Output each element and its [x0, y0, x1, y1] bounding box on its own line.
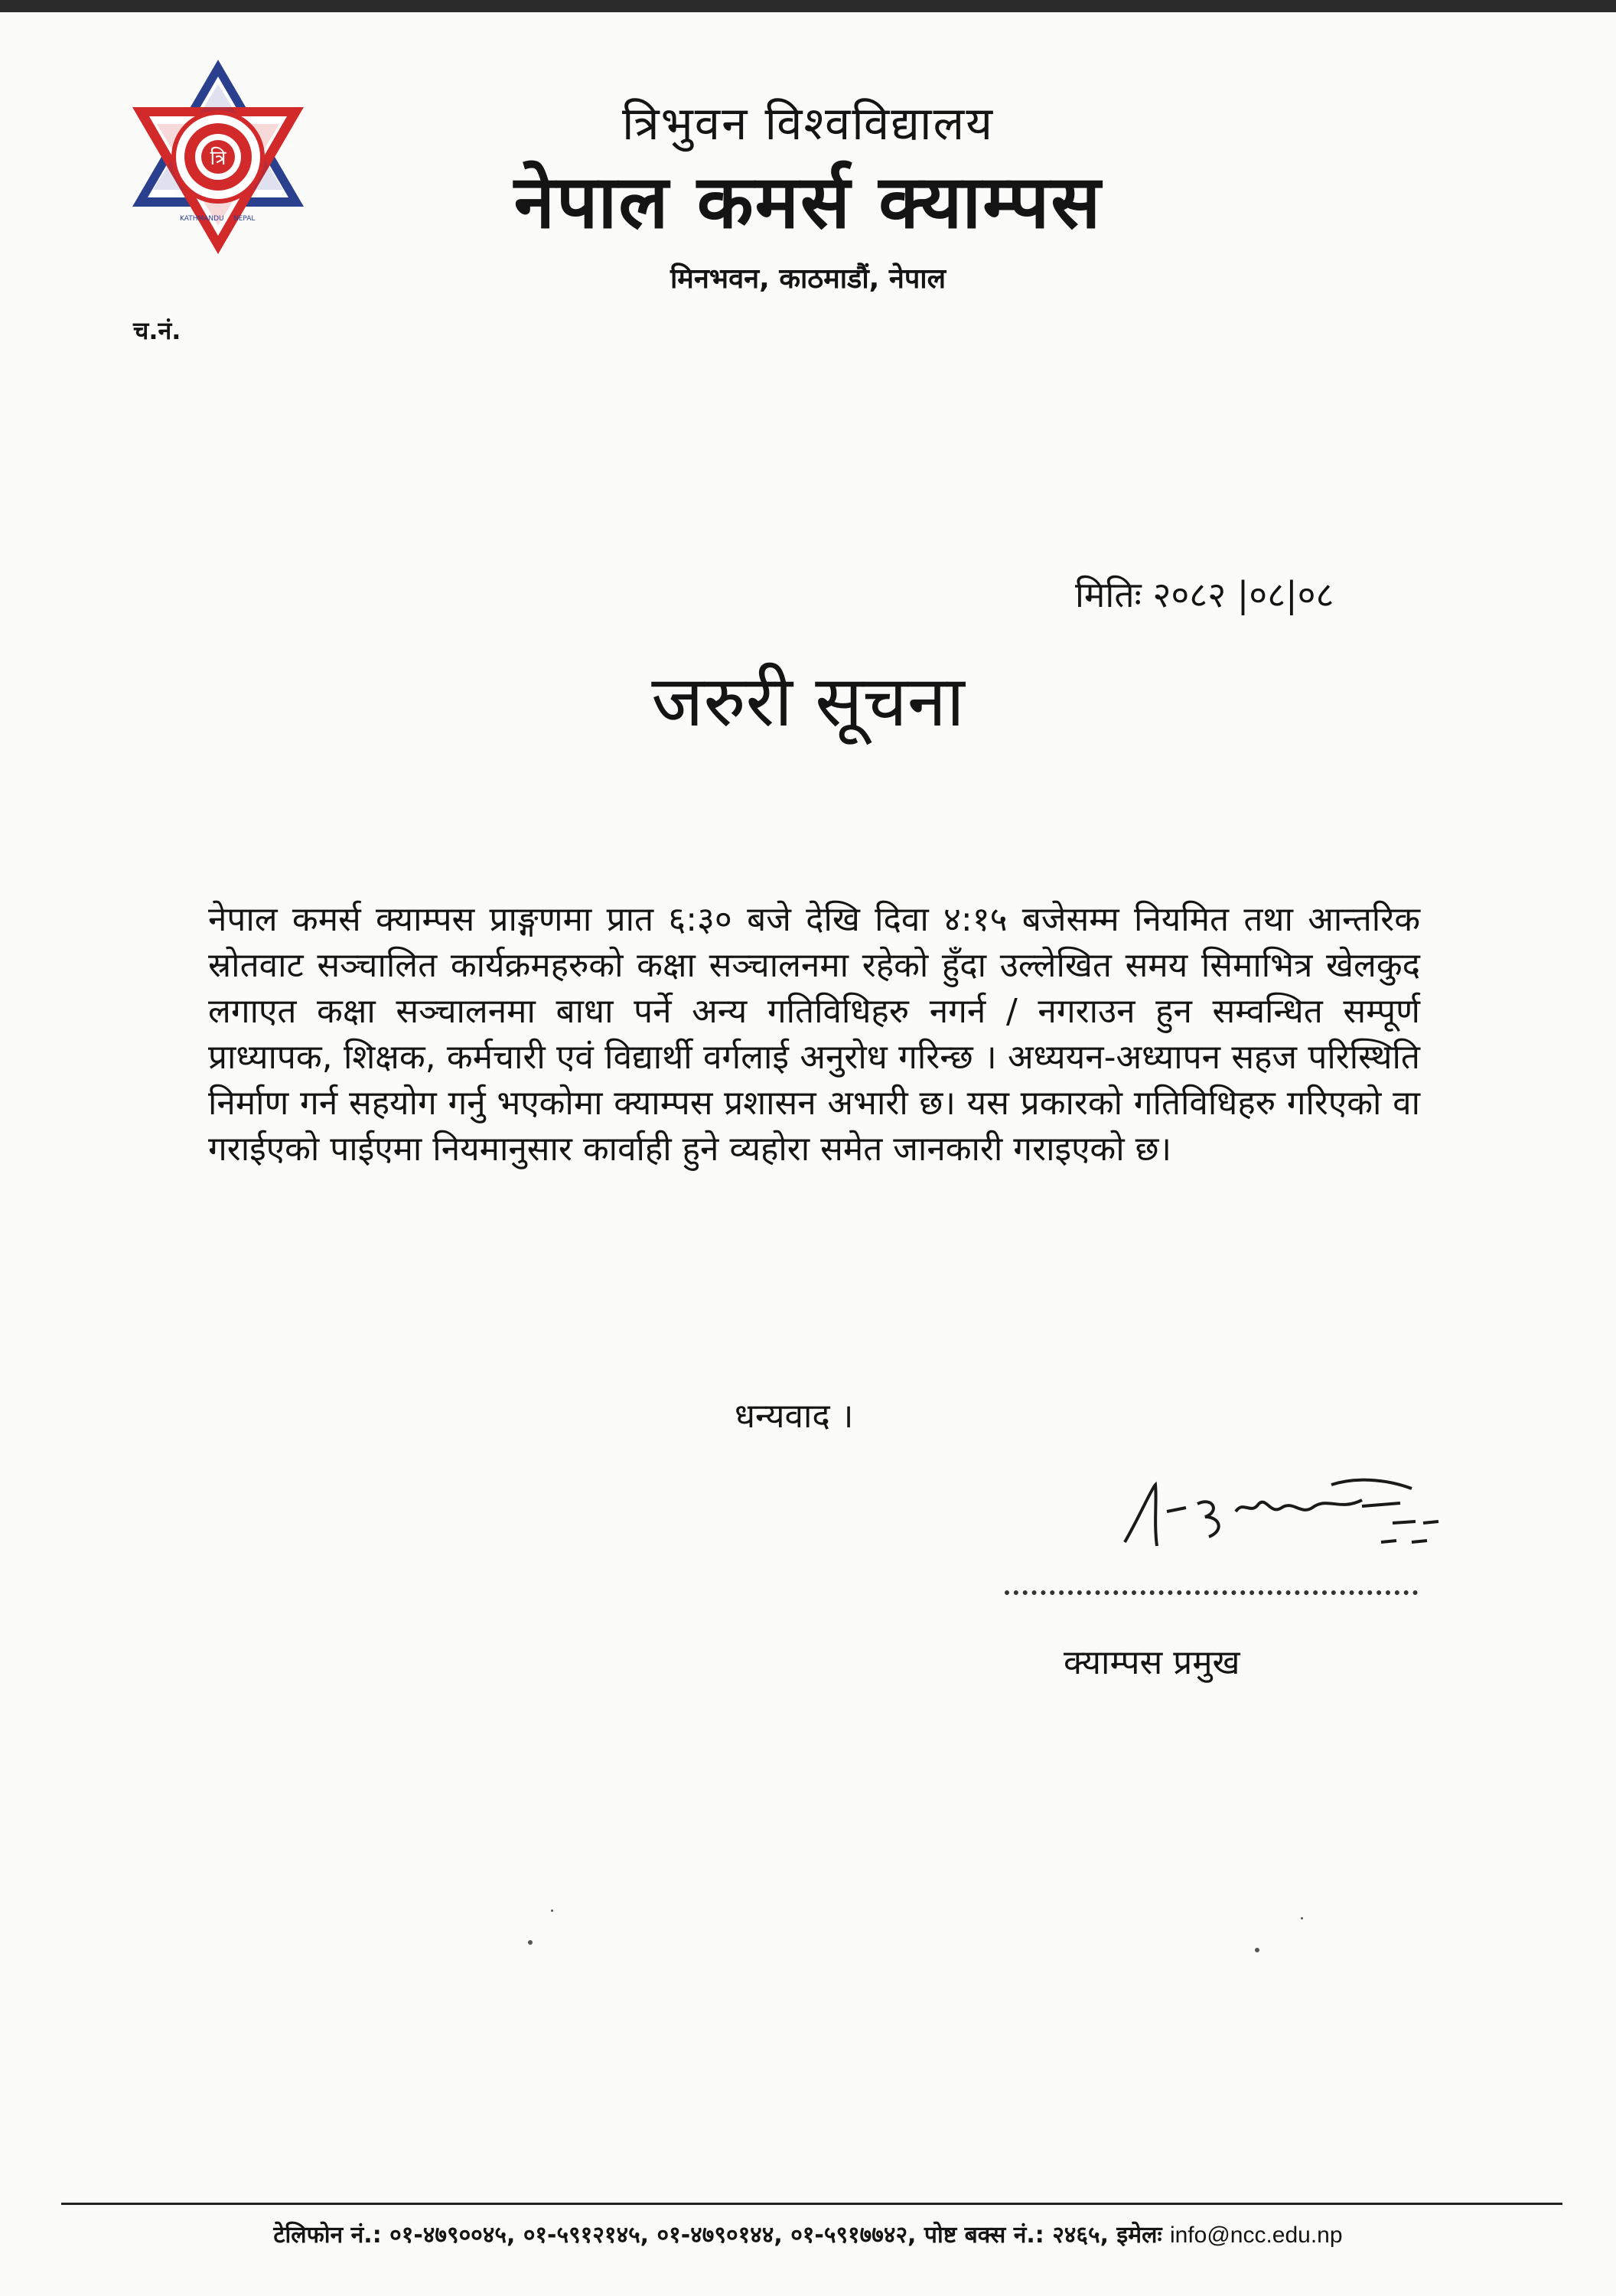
logo-emblem-letter: त्रि	[210, 147, 226, 170]
scan-speck	[1255, 1948, 1259, 1952]
scan-speck	[1301, 1917, 1303, 1919]
signature-line	[1005, 1590, 1418, 1595]
scan-speck	[551, 1910, 553, 1912]
notice-date: मितिः २०८२ |०८|०८	[1075, 574, 1334, 615]
campus-name: नेपाल कमर्स क्याम्पस	[513, 159, 1103, 245]
notice-body: नेपाल कमर्स क्याम्पस प्राङ्गणमा प्रात ६:३० बजे देखि दिवा ४:१५ बजेसम्म नियमित तथा आन्तरिक स्रोतवाट सञ्चालित कार्यक्रमहरुको कक्षा सञ्चालनमा रहेको हुँदा उल्लेखित समय सिमाभित्र खेलकुद लगाएत कक्षा सञ्चालनमा बाधा पर्ने अन्य गतिविधिहरु नगर्न / नगराउन हुन सम्वन्धित सम्पूर्ण प्राध्यापक, शिक्षक, कर्मचारी एवं विद्यार्थी वर्गलाई अनुरोध गरिन्छ । अध्ययन-अध्यापन सहज परिस्थिति निर्माण गर्न सहयोग गर्नु भएकोमा क्याम्पस प्रशासन अभारी छ। यस प्रकारको गतिविधिहरु गरिएको वा गराईएको पाईएमा नियमानुसार कार्वाही हुने व्यहोरा समेत जानकारी गराइएको छ।	[208, 900, 1420, 1169]
scan-top-edge	[0, 0, 1616, 12]
campus-address: मिनभवन, काठमाडौं, नेपाल	[670, 263, 946, 295]
signatory-title: क्याम्पस प्रमुख	[1064, 1643, 1240, 1682]
footer-contact-text: टेलिफोन नं.: ०१-४७९००४५, ०१-५९१२१४५, ०१-४७९०१४४, ०१-५९१७७४२, पोष्ट बक्स नं.: २४६५, इमेलः	[273, 2222, 1162, 2249]
footer-contact	[0, 2218, 1616, 2249]
reference-number-label: च.नं.	[133, 316, 181, 345]
closing-text: धन्यवाद ।	[735, 1397, 854, 1436]
logo-ring-text-left: KATHMANDU	[180, 215, 224, 223]
footer-rule	[61, 2203, 1562, 2205]
footer-email: info@ncc.edu.np	[1169, 2223, 1343, 2248]
scan-speck	[528, 1940, 533, 1945]
logo-ring-text-right: NEPAL	[233, 215, 256, 223]
signature	[1109, 1469, 1446, 1569]
notice-title: जरुरी सूचना	[651, 660, 965, 742]
university-name: त्रिभुवन विश्वविद्यालय	[621, 97, 995, 151]
